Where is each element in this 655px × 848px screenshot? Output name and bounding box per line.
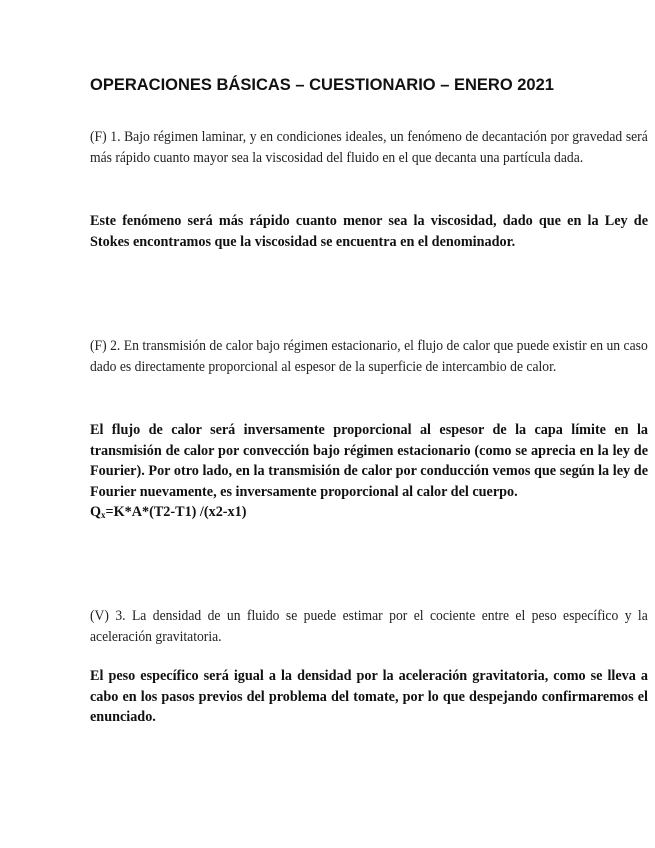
- question-1-answer: Este fenómeno será más rápido cuanto menor sea la viscosidad, dado que en la Ley de Stokes encontramos que la viscosidad se encuentra en el denominador.: [90, 213, 648, 250]
- page-title: OPERACIONES BÁSICAS – CUESTIONARIO – ENERO 2021: [90, 76, 554, 94]
- question-3-answer: El peso específico será igual a la densidad por la aceleración gravitatoria, como se lleva a cabo en los pasos previos del problema del tomate, por lo que despejando confirmaremos el enunciado.: [90, 668, 648, 725]
- fourier-formula: [90, 502, 648, 526]
- question-1-statement: (F) 1. Bajo régimen laminar, y en condiciones ideales, un fenómeno de decantación por gravedad será más rápido cuanto mayor sea la viscosidad del fluido en el que decanta una partícula dada.: [90, 129, 648, 166]
- question-2-statement: (F) 2. En transmisión de calor bajo régimen estacionario, el flujo de calor que puede existir en un caso dado es directamente proporcional al espesor de la superficie de intercambio de calor.: [90, 338, 648, 375]
- formula-body: =K*A*(T2-T1) /(x2-x1): [105, 504, 247, 520]
- formula-subscript: x: [101, 510, 106, 520]
- formula-prefix: Q: [90, 504, 102, 520]
- question-3-statement: (V) 3. La densidad de un fluido se puede estimar por el cociente entre el peso específico y la aceleración gravitatoria.: [90, 608, 648, 645]
- question-2-answer-block: [90, 420, 648, 526]
- question-2-answer: El flujo de calor será inversamente proporcional al espesor de la capa límite en la transmisión de calor por convección bajo régimen estacionario (como se aprecia en la ley de Fourier). Por otro lado, en la transmisión de calor por conducción vemos que según la ley de Fourier nuevamente, es inversamente proporcional al calor del cuerpo.: [90, 422, 648, 500]
